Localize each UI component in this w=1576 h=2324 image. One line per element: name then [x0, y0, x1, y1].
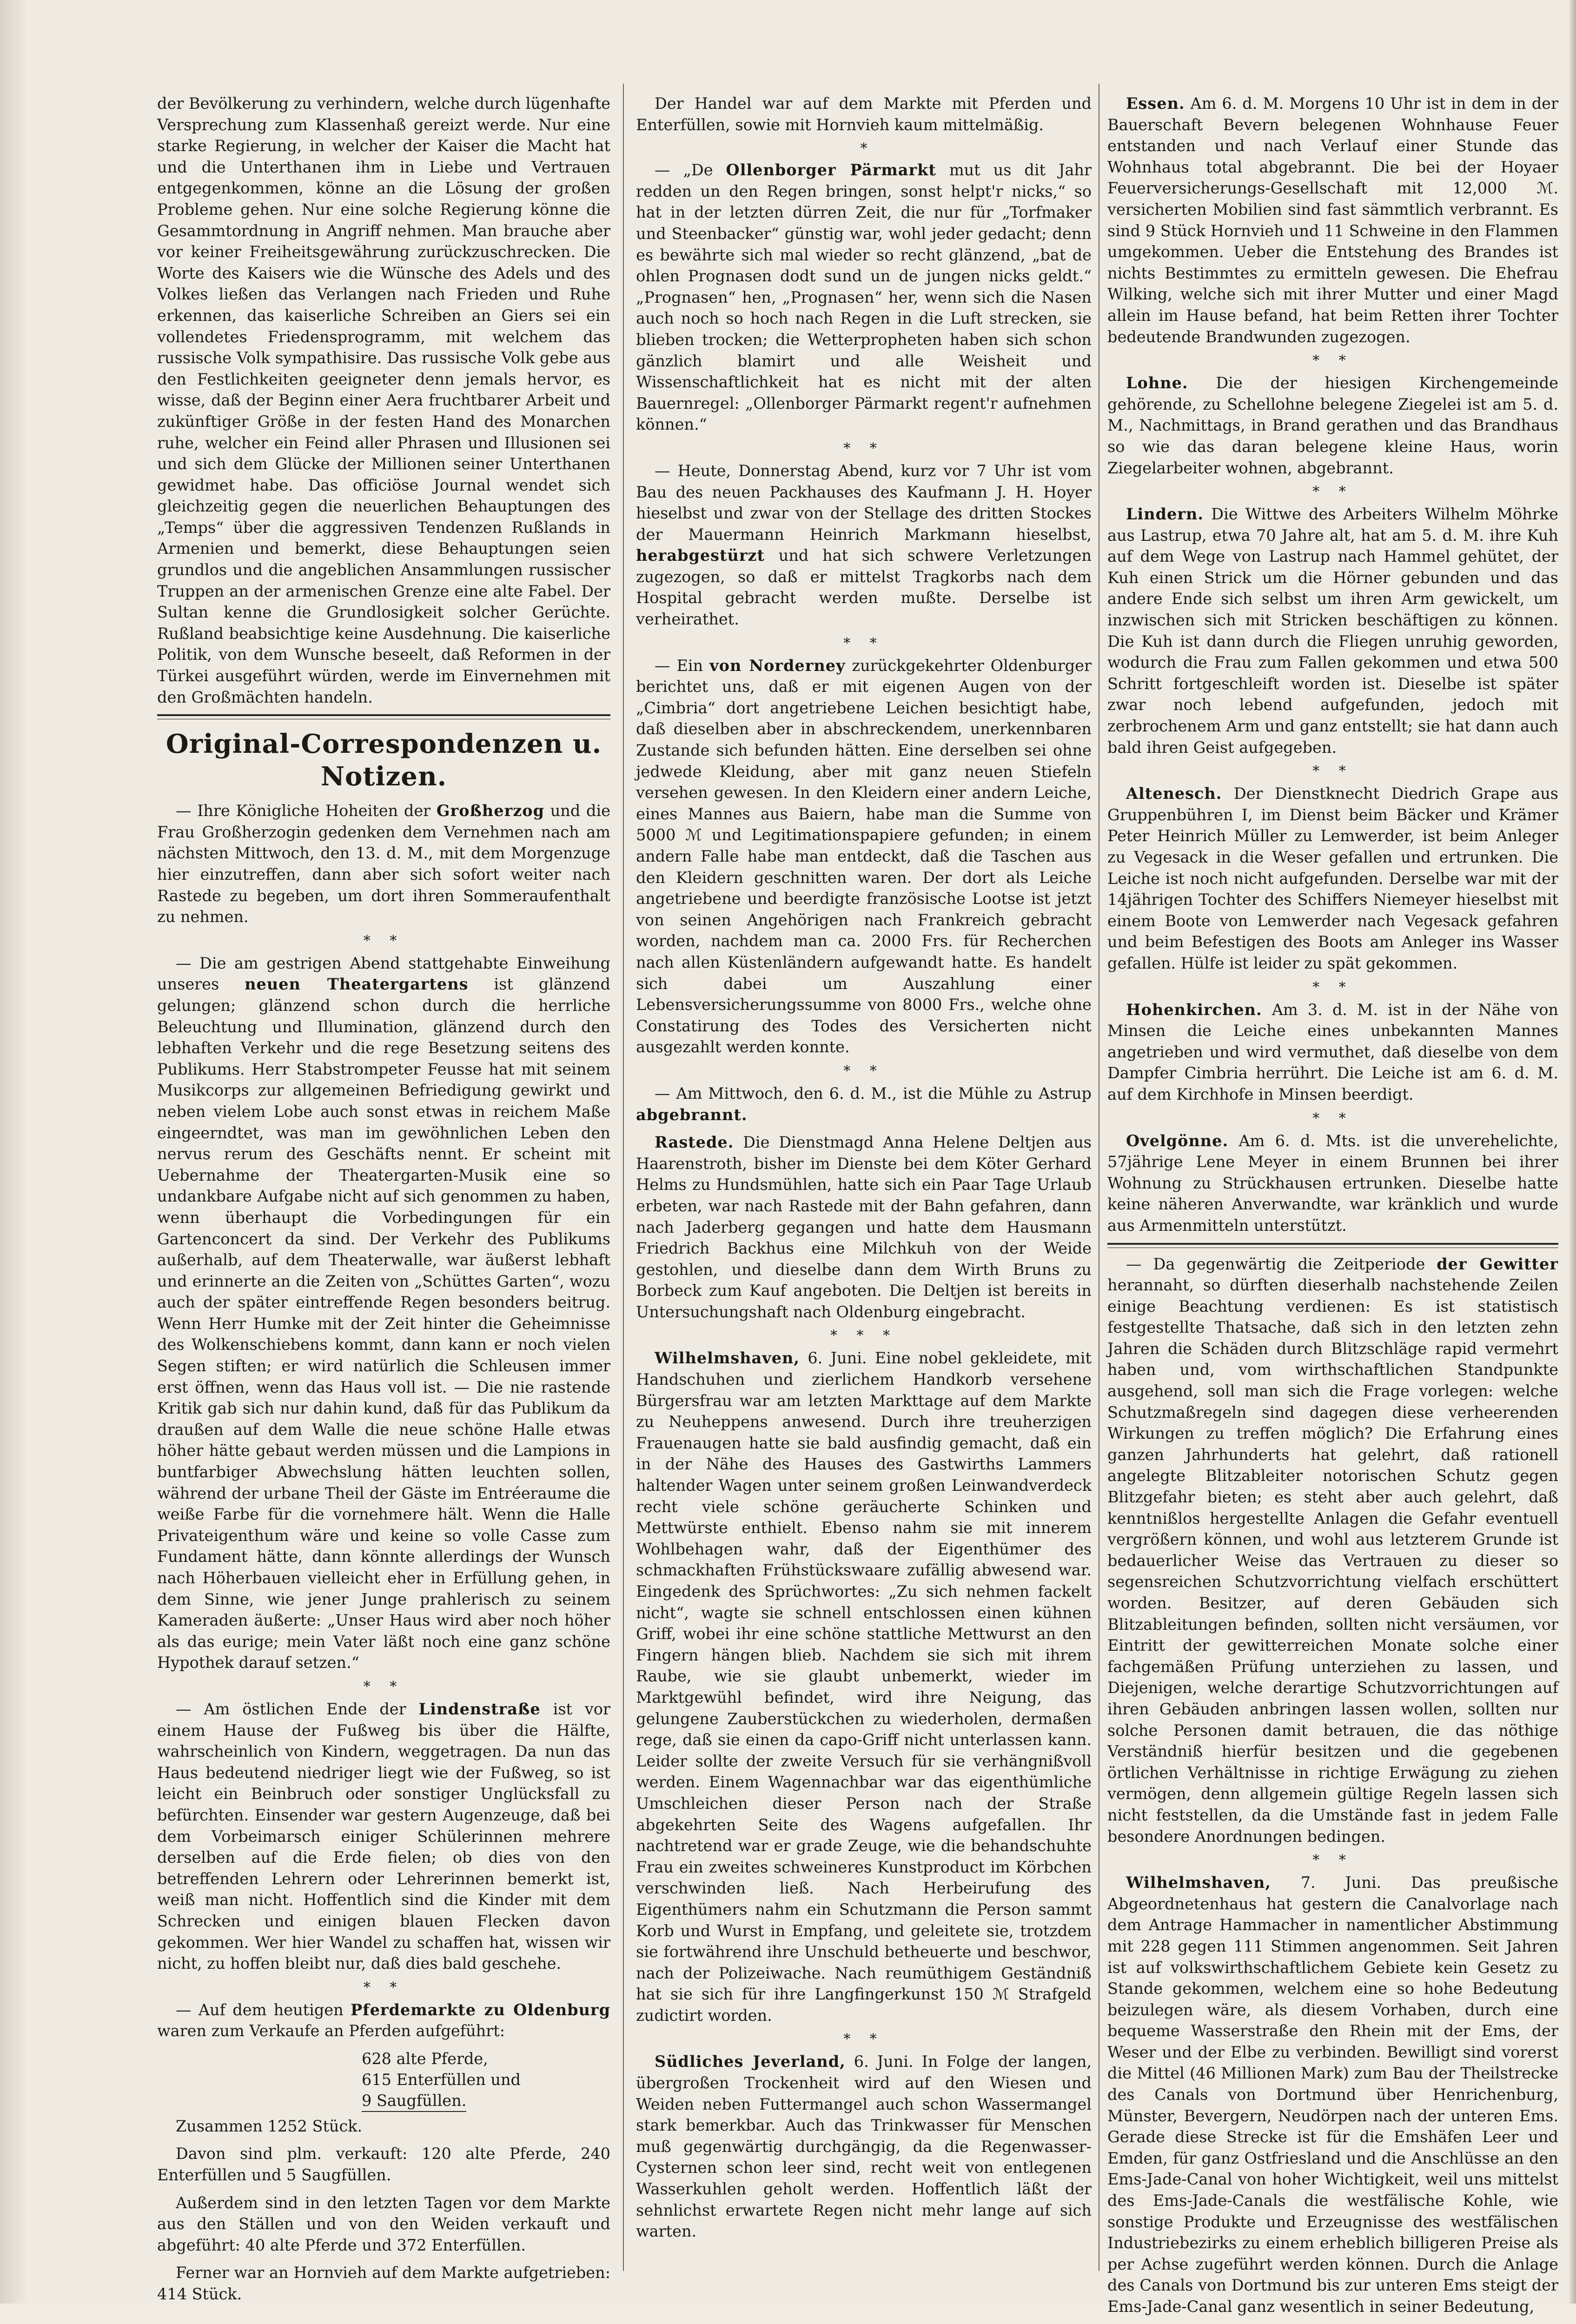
article-lohne: Lohne. Die der hiesigen Kirchengemeinde gehörende, zu Schellohne belegene Ziegelei ist am 5. d. M., Nachmittags, in Brand gerathen und das Brandhaus so wie das daran belegene kleine Haus, worin Ziegelarbeiter wohnen, abgebrannt.: [1107, 374, 1558, 477]
column-2: [636, 93, 1092, 2249]
separator-stars: * * *: [830, 1328, 898, 1344]
article-theatergarten: — Die am gestrigen Abend stattgehabte Einweihung unseres neuen Theatergartens ist glänzend gelungen; glänzend schon durch die herrliche Beleuchtung und Illumination, glänzend durch den lebhaften Verkehr und die rege Besetzung seitens des Publikums. Herr Stabstrompeter Feusse hat mit seinem Musikcorps zur allgemeinen Befriedigung gewirkt und neben vielem Lobe auch sonst etwas in reichem Maße eingeerndtet, was man im gewöhnlichen Leben den nervus rerum des Geschäfts nennt. Er scheint mit Uebernahme der Theatergarten-Musik eine so undankbare Aufgabe nicht auf sich genommen zu haben, wenn überhaupt die Vorbedingungen für ein Gartenconcert da sind. Der Verkehr des Publikums außerhalb, auf dem Theaterwalle, war äußerst lebhaft und erinnerte an die Zeiten von „Schüttes Garten“, wozu auch der später eintreffende Regen besonders beitrug. Wenn Herr Humke mit der Zeit hinter die Geheimnisse des Wolkenschiebens kommt, dann kann er noch vielen Segen stiften; er wird natürlich die Schleusen immer erst öffnen, wenn das Haus voll ist. — Die nie rastende Kritik gab sich nur dahin kund, daß für das Publikum da draußen auf dem Walle die neue schöne Halle etwas höher hätte gebaut werden müssen und die Lampions in buntfarbiger Abwechslung hätten leuchten sollen, während der urbane Theil der Gäste im Entréeraume die weiße Farbe für die vornehmere hält. Wenn die Halle Privateigenthum wäre und keine so volle Casse zum Fundament hätte, dann könnte allerdings der Wunsch nach Höherbauen vielleicht eher in Erfüllung gehen, in dem Sinne, wie jener Junge prahlerisch zu seinem Kameraden äußerte: „Unser Haus wird aber noch höher als das eurige; mein Vater läßt noch eine ganz schöne Hypothek darauf setzen.“: [157, 954, 610, 1672]
separator-stars: * *: [1312, 979, 1353, 996]
column-3: [1107, 93, 1558, 2324]
article-russia-continued: der Bevölkerung zu verhindern, welche durch lügenhafte Versprechung zum Klassenhaß gereizt werde. Nur eine starke Regierung, in welcher der Kaiser die Macht hat und die Unterthanen ihm in Liebe und Vertrauen entgegenkommen, könne an die Lösung der großen Probleme gehen. Nur eine solche Regierung könne die Gesammtordnung in Angriff nehmen. Man brauche aber vor keiner Freiheitsgewährung zurückzuschrecken. Die Worte des Kaisers wie die Wünsche des Adels und des Volkes ließen das Verlangen nach Frieden und Ruhe erkennen, das kaiserliche Schreiben an Giers sei ein vollendetes Friedensprogramm, mit welchem das russische Volk sympathisire. Das russische Volk gebe aus den Festlichkeiten geeigneter denn jemals hervor, es wisse, daß der Beginn einer Aera fruchtbarer Arbeit und zukünftiger Größe in der festen Hand des Monarchen ruhe, welcher ein Feind aller Phrasen und Illusionen sei und sich dem Glücke der Millionen seiner Unterthanen gewidmet habe. Das officiöse Journal wendet sich gleichzeitig gegen die neuerlichen Behauptungen des „Temps“ über die aggressiven Tendenzen Rußlands in Armenien und bemerkt, diese Behauptungen seien grundlos und die angeblichen Ansammlungen russischer Truppen an der armenischen Grenze eine alte Fabel. Der Sultan kenne die Grundlosigkeit solcher Gerüchte. Rußland beabsichtige keine Ausdehnung. Die kaiserliche Politik, von dem Wunsche beseelt, daß Reformen in der Türkei ausgeführt würden, werde im Einvernehmen mit den Großmächten handeln.: [157, 94, 610, 706]
horse-sold: Davon sind plm. verkauft: 120 alte Pferde, 240 Enterfüllen und 5 Saugfüllen.: [157, 2145, 610, 2185]
article-norderney: — Ein von Norderney zurückgekehrter Oldenburger berichtet uns, daß er mit eigenen Augen von der „Cimbria“ dort angetriebene Leichen besichtigt habe, daß dieselben aber in abschreckendem, unerkennbaren Zustande sich befunden hätten. Eine derselben sei ohne jedwede Kleidung, aber mit ganz neuen Stiefeln versehen gewesen. In den Kleidern einer andern Leiche, eines Mannes aus Baiern, habe man die Summe von 5000 ℳ und Legitimationspapiere gefunden; in einem andern Falle habe man entdeckt, daß die Taschen aus den Kleidern geschnitten waren. Der dort als Leiche angetriebene und beerdigte französische Lootse ist jetzt von seinen Angehörigen nach Frankreich gebracht worden, nachdem man ca. 2000 Frs. für Recherchen nach allen Küstenländern aufgewandt hatte. Es handelt sich dabei um Auszahlung einer Lebensversicherungssumme von 8000 Frs., welche ohne Constatirung des Todes des Versicherten nicht ausgezahlt werden konnte.: [636, 656, 1092, 1056]
separator-stars: * *: [843, 2031, 884, 2048]
article-rastede: Rastede. Die Dienstmagd Anna Helene Deltjen aus Haarenstroth, bisher im Dienste bei dem Köter Gerhard Helms zu Hundsmühlen, hatte sich ein Paar Tage Urlaub erbeten, war nach Rastede mit der Bahn gefahren, dann nach Jaderberg gegangen und hatte dem Hausmann Friedrich Backhus eine Milchkuh von der Weide gestohlen, und dieselbe dann dem Wirth Bruns zu Borbeck zum Kauf angeboten. Die Deltjen ist bereits in Untersuchungshaft nach Oldenburg eingebracht.: [636, 1133, 1092, 1321]
page-edge-left: [0, 0, 28, 2304]
separator-stars: * *: [363, 932, 404, 949]
article-gewitter: — Da gegenwärtig die Zeitperiode der Gewitter herannaht, so dürften dieserhalb nachstehende Zeilen einige Beachtung verdienen: Es ist statistisch festgestellte Thatsache, daß sich in den letzten zehn Jahren die Schäden durch Blitzschläge rapid vermehrt haben und, vom wirthschaftlichen Standpunkte ausgehend, soll man sich die Frage vorlegen: welche Schutzmaßregeln sind dagegen diese verheerenden Wirkungen zu treffen möglich? Die Erfahrung eines ganzen Jahrhunderts hat gelehrt, daß rationell angelegte Blitzableiter notorischen Schutz gegen Blitzgefahr bieten; es steht aber auch gelehrt, daß kenntnißlos hergestellte Anlagen die Gefahr eventuell vergrößern können, und wohl aus letzterem Grunde ist bedauerlicher Weise das Vertrauen zu dieser so segensreichen Schutzvorrichtung vielfach erschüttert worden. Besitzer, auf deren Gebäuden sich Blitzableitungen befinden, sollten nicht versäumen, vor Eintritt der gewitterreichen Monate solche einer fachgemäßen Prüfung unterziehen zu lassen, und Diejenigen, welche derartige Schutzvorrichtungen auf ihren Gebäuden anbringen lassen wollen, sollten nur solche Personen damit betrauen, die das nöthige Verständniß hierfür besitzen und die gegebenen örtlichen Verhältnisse in richtige Erwägung zu ziehen vermögen, denn allgemein gültige Regeln lassen sich nicht feststellen, da die Umstände fast in jedem Falle besondere Anordnungen bedingen.: [1107, 1255, 1558, 1846]
separator-stars: * *: [1312, 763, 1353, 780]
article-muehle-astrup: — Am Mittwoch, den 6. d. M., ist die Mühle zu Astrup abgebrannt.: [636, 1084, 1092, 1124]
horse-list: [157, 2048, 610, 2112]
separator-stars: * *: [1312, 352, 1353, 369]
column-rule-1: [623, 84, 624, 2271]
article-packhaus-accident: — Heute, Donnerstag Abend, kurz vor 7 Uhr ist vom Bau des neuen Packhauses des Kaufmann J. H. Hoyer hieselbst und zwar von der Stellage des dritten Stockes der Mauermann Heinrich Markmann hieselbst, herabgestürzt und hat sich schwere Verletzungen zugezogen, so daß er mittelst Tragkorbs nach dem Hospital gebracht werden mußte. Derselbe ist verheirathet.: [636, 461, 1092, 629]
page-edge-right: [1569, 0, 1576, 2304]
list-item: 615 Enterfüllen und: [362, 2070, 521, 2089]
separator-stars: * *: [843, 440, 884, 457]
article-grossherzog: — Ihre Königliche Hoheiten der Großherzog und die Frau Großherzogin gedenken dem Vernehmen nach am nächsten Mittwoch, den 13. d. M., mit dem Morgenzuge hier einzutreffen, dann aber sich sofort weiter nach Rastede zu begeben, um dort ihren Sommeraufenthalt zu nehmen.: [157, 802, 610, 926]
section-title: Original-Correspondenzen u. Notizen.: [166, 729, 602, 792]
separator-stars: *: [860, 140, 867, 157]
horse-sold-before: Außerdem sind in den letzten Tagen vor dem Markte aus den Ställen und von den Weiden verkauft und abgeführt: 40 alte Pferde und 372 Enterfüllen.: [157, 2193, 610, 2254]
separator-stars: * *: [843, 1062, 884, 1079]
article-essen: Essen. Am 6. d. M. Morgens 10 Uhr ist in dem in der Bauerschaft Bevern belegenen Wohnhause Feuer entstanden und nach Verlauf einer Stunde das Wohnhaus total abgebrannt. Die bei der Hoyaer Feuerversicherungs-Gesellschaft mit 12,000 ℳ. versicherten Mobilien sind fast sämmtlich verbrannt. Es sind 9 Stück Hornvieh und 11 Schweine in den Flammen umgekommen. Ueber die Entstehung des Brandes ist nichts Bestimmtes zu ermitteln gewesen. Die Ehefrau Wilking, welche sich mit ihrer Mutter und einer Magd allein im Hause befand, hat beim Retten ihrer Tochter bedeutende Brandwunden zugezogen.: [1107, 94, 1558, 346]
article-lindern: Lindern. Die Wittwe des Arbeiters Wilhelm Möhrke aus Lastrup, etwa 70 Jahre alt, hat am 5. d. M. ihre Kuh auf dem Wege von Lastrup nach Hammel gehütet, der Kuh einen Strick um die Hörner gebunden und das andere Ende sich selbst um ihren Arm gewickelt, um inzwischen sich mit Stricken beschäftigen zu können. Die Kuh ist dann durch die Fliegen unruhig geworden, wodurch die Frau zum Fallen gekommen und etwa 500 Schritt fortgeschleift worden ist. Dieselbe ist später zwar noch lebend aufgefunden, jedoch mit zerbrochenem Arm und ganz entstellt; sie hat dann auch bald ihren Geist aufgegeben.: [1107, 505, 1558, 757]
separator-stars: * *: [363, 1678, 404, 1695]
separator-stars: * *: [843, 635, 884, 651]
column-1: [157, 93, 610, 2311]
article-jeverland: Südliches Jeverland, 6. Juni. In Folge der langen, übergroßen Trockenheit wird auf den Wiesen und Weiden neben Futtermangel auch schon Wassermangel stark bemerkbar. Auch das Trinkwasser für Menschen muß gegenwärtig durchgängig, da die Regenwasser-Cysternen schon leer sind, recht weit von entlegenen Wasserkuhlen geholt werden. Hoffentlich läßt der sehnlichst erwartete Regen nicht mehr lange auf sich warten.: [636, 2052, 1092, 2241]
section-rule: [1107, 1243, 1558, 1248]
horse-total: Zusammen 1252 Stück.: [176, 2117, 363, 2135]
article-ovelgoenne: Ovelgönne. Am 6. d. Mts. ist die unverehelichte, 57jährige Lene Meyer in einem Brunnen bei ihrer Wohnung zu Strückhausen ertrunken. Dieselbe hatte keine näheren Anverwandte, war kränklich und wurde aus Armenmitteln unterstützt.: [1107, 1131, 1558, 1235]
separator-stars: * *: [363, 1979, 404, 1996]
separator-stars: * *: [1312, 1852, 1353, 1869]
article-pferdemarkt: — Auf dem heutigen Pferdemarkte zu Oldenburg waren zum Verkaufe an Pferden aufgeführt:: [157, 2000, 610, 2040]
article-lindenstrasse: — Am östlichen Ende der Lindenstraße ist vor einem Hause der Fußweg bis über die Hälfte, wahrscheinlich von Kindern, weggetragen. Da nun das Haus bedeutend niedriger liegt wie der Fußweg, so ist leicht ein Beinbruch oder sonstiger Unglücksfall zu befürchten. Einsender war gestern Augenzeuge, daß bei dem Vorbeimarsch einiger Schülerinnen mehrere derselben auf die Erde fielen; ob dies von den betreffenden Lehrern oder Lehrerinnen bemerkt ist, weiß man nicht. Hoffentlich sind die Kinder mit dem Schrecken und einigen blauen Flecken davon gekommen. Wer hier Wandel zu schaffen hat, wissen wir nicht, zu hoffen bleibt nur, daß dies bald geschehe.: [157, 1700, 610, 1973]
article-canalvorlage: Wilhelmshaven, 7. Juni. Das preußische Abgeordnetenhaus hat gestern die Canalvorlage nach dem Antrage Hammacher in namentlicher Abstimmung mit 228 gegen 111 Stimmen angenommen. Seit Jahren ist auf volkswirthschaftlichem Gebiete kein Gesetz zu Stande gekommen, welchem eine so hohe Bedeutung beizulegen wäre, als diesem Vorhaben, durch eine bequeme Wasserstraße den Rhein mit der Ems, der Weser und der Elbe zu verbinden. Bewilligt sind vorerst die Mittel (46 Millionen Mark) zum Bau der Theilstrecke des Canals von Dortmund über Henrichenburg, Münster, Bevergern, Neudörpen nach der unteren Ems. Gerade diese Strecke ist für die Emshäfen Leer und Emden, für ganz Ostfriesland und die Anschlüsse an den Ems-Jade-Canal von hoher Wichtigkeit, weil uns mittelst des Ems-Jade-Canals die westfälische Kohle, wie sonstige Produkte und Erzeugnisse des westfälischen Industriebezirks zu einem erheblich billigeren Preise als per Achse zugeführt werden können. Durch die Anlage des Canals von Dortmund bis zur unteren Ems steigt der Ems-Jade-Canal ganz wesentlich in seiner Bedeutung,: [1107, 1873, 1558, 2316]
list-item: 9 Saugfüllen.: [362, 2090, 466, 2112]
article-paermarkt: — „De Ollenborger Pärmarkt mut us dit Jahr redden un den Regen bringen, sonst helpt'r nicks,“ so hat in der letzten dürren Zeit, die nur für „Torfmaker und Steenbacker“ günstig war, wohl jeder gedacht; denn es bewährte sich mal wieder so recht glänzend, „bat de ohlen Prognasen dodt sund un de jungen nicks geldt.“ „Prognasen“ hen, „Prognasen“ her, wenn sich die Nasen auch noch so hoch nach Regen in die Luft strecken, sie blieben trocken; die Wetterpropheten haben sich schon gänzlich blamirt und alle Weisheit und Wissenschaftlichkeit hat es nicht mit der alten Bauernregel: „Ollenborger Pärmarkt regent'r aufnehmen können.“: [636, 161, 1092, 434]
article-altenesch: Altenesch. Der Dienstknecht Diedrich Grape aus Gruppenbühren I, im Dienst beim Bäcker und Krämer Peter Heinrich Müller zu Lemwerder, ist beim Anleger zu Vegesack in die Weser gefallen und ertrunken. Die Leiche ist noch nicht aufgefunden. Derselbe war mit der 14jährigen Tochter des Schiffers Niemeyer hieselbst mit einem Boote von Lemwerder nach Vegesack gefahren und beim Befestigen des Boots am Anleger ins Wasser gefallen. Hülfe ist leider zu spät gekommen.: [1107, 784, 1558, 972]
article-market-trade: Der Handel war auf dem Markte mit Pferden und Enterfüllen, sowie mit Hornvieh kaum mittelmäßig.: [636, 94, 1092, 134]
cattle-count: Ferner war an Hornvieh auf dem Markte aufgetrieben: 414 Stück.: [157, 2264, 610, 2304]
list-item: 628 alte Pferde,: [362, 2049, 488, 2068]
article-hohenkirchen: Hohenkirchen. Am 3. d. M. ist in der Nähe von Minsen die Leiche eines unbekannten Mannes angetrieben und wird vermuthet, daß dieselbe von dem Dampfer Cimbria herrührt. Die Leiche ist am 6. d. M. auf dem Kirchhofe in Minsen beerdigt.: [1107, 1000, 1558, 1103]
article-wilhelmshaven-market: Wilhelmshaven, 6. Juni. Eine nobel gekleidete, mit Handschuhen und zierlichem Handkorb versehene Bürgersfrau war am letzten Markttage auf dem Markte zu Neuheppens anwesend. Durch ihre treuherzigen Frauenaugen hatte sie bald ausfindig gemacht, daß ein in der Nähe des Hauses des Gastwirths Lammers haltender Wagen unter seinem großen Leinwandverdeck recht viele schöne geräucherte Schinken und Mettwürste enthielt. Ebenso nahm sie mit innerem Wohlbehagen wahr, daß der Eigenthümer des schmackhaften Frühstückswaare zufällig abwesend war. Eingedenk des Sprüchwortes: „Zu sich nehmen fackelt nicht“, wagte sie schnell entschlossen einen kühnen Griff, wobei ihr eine schöne stattliche Mettwurst an den Fingern hängen blieb. Nachdem sie sich mit ihrem Raube, wie sie glaubt unbemerkt, wieder im Marktgewühl befindet, wird ihre Neigung, das gelungene Zauberstückchen zu wiederholen, dermaßen rege, daß sie einen da capo-Griff nicht unterlassen kann. Leider sollte der zweite Versuch für sie verhängnißvoll werden. Einem Wagennachbar war das eigenthümliche Umschleichen dieser Person nach der Straße abgekehrten Seite des Wagens aufgefallen. Ihr nachtretend war er grade Zeuge, wie die behandschuhte Frau ein zweites schweineres Kunstproduct im Körbchen verschwinden ließ. Nach Herbeirufung des Eigenthümers nahm ein Schutzmann die Person sammt Korb und Wurst in Empfang, und geleitete sie, trotzdem sie fortwährend ihre Unschuld betheuerte und beschwor, nach der Polizeiwache. Nach reumüthigem Geständniß hat sie sich für ihre Langfingerkunst 150 ℳ Strafgeld zudictirt worden.: [636, 1349, 1092, 2025]
separator-stars: * *: [1312, 1110, 1353, 1127]
separator-stars: * *: [1312, 484, 1353, 500]
section-rule: [157, 714, 610, 719]
